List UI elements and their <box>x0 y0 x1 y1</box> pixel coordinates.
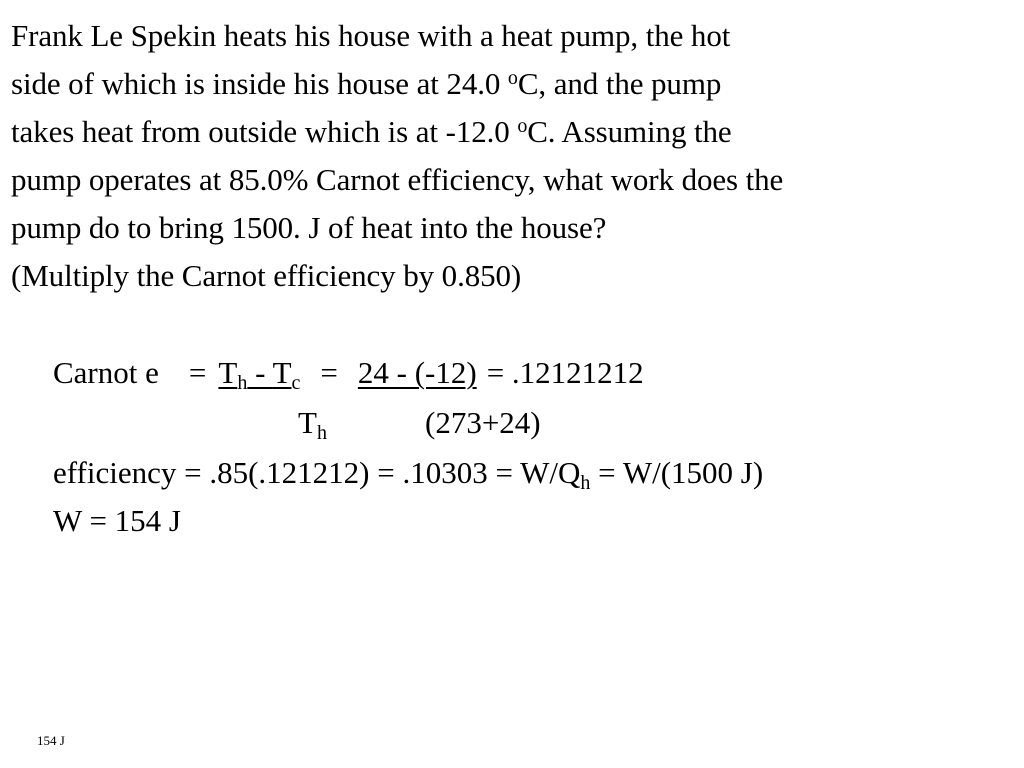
carnot-result: = .12121212 <box>486 355 644 390</box>
problem-line-3: takes heat from outside which is at -12.0 $^o$C. Assuming the <box>11 114 732 149</box>
carnot-denominator: $T_h$ <box>298 405 327 444</box>
problem-line-1: Frank Le Spekin heats his house with a heat pump, the hot <box>11 18 731 53</box>
footer-answer: 154 J <box>37 733 65 748</box>
numeric-numerator: 24 - (-12) <box>357 355 477 390</box>
problem-line-4: pump operates at 85.0% Carnot efficiency, what work does the <box>11 162 784 197</box>
efficiency-line: efficiency = $.85(.121212) = .10303 = W/Q_h = W/(1500$ J) <box>53 455 764 494</box>
carnot-equation-line <box>53 355 644 394</box>
carnot-label: Carnot e <box>53 355 159 390</box>
degree-sign: o <box>517 115 528 137</box>
carnot-numerator: $T_h - T_c$ <box>218 355 301 394</box>
degree-sign: o <box>507 67 518 89</box>
problem-line-2: side of which is inside his house at 24.0 $^o$C, and the pump <box>11 66 722 101</box>
work-answer: W = 154 J <box>53 503 181 538</box>
problem-statement <box>11 12 1021 300</box>
numeric-denominator: (273+24) <box>425 405 541 440</box>
equals-sign: = <box>320 355 338 390</box>
equals-sign: = <box>188 355 207 390</box>
problem-line-6: (Multiply the Carnot efficiency by 0.850) <box>11 258 522 293</box>
problem-line-5: pump do to bring 1500. J of heat into the house? <box>11 210 607 245</box>
